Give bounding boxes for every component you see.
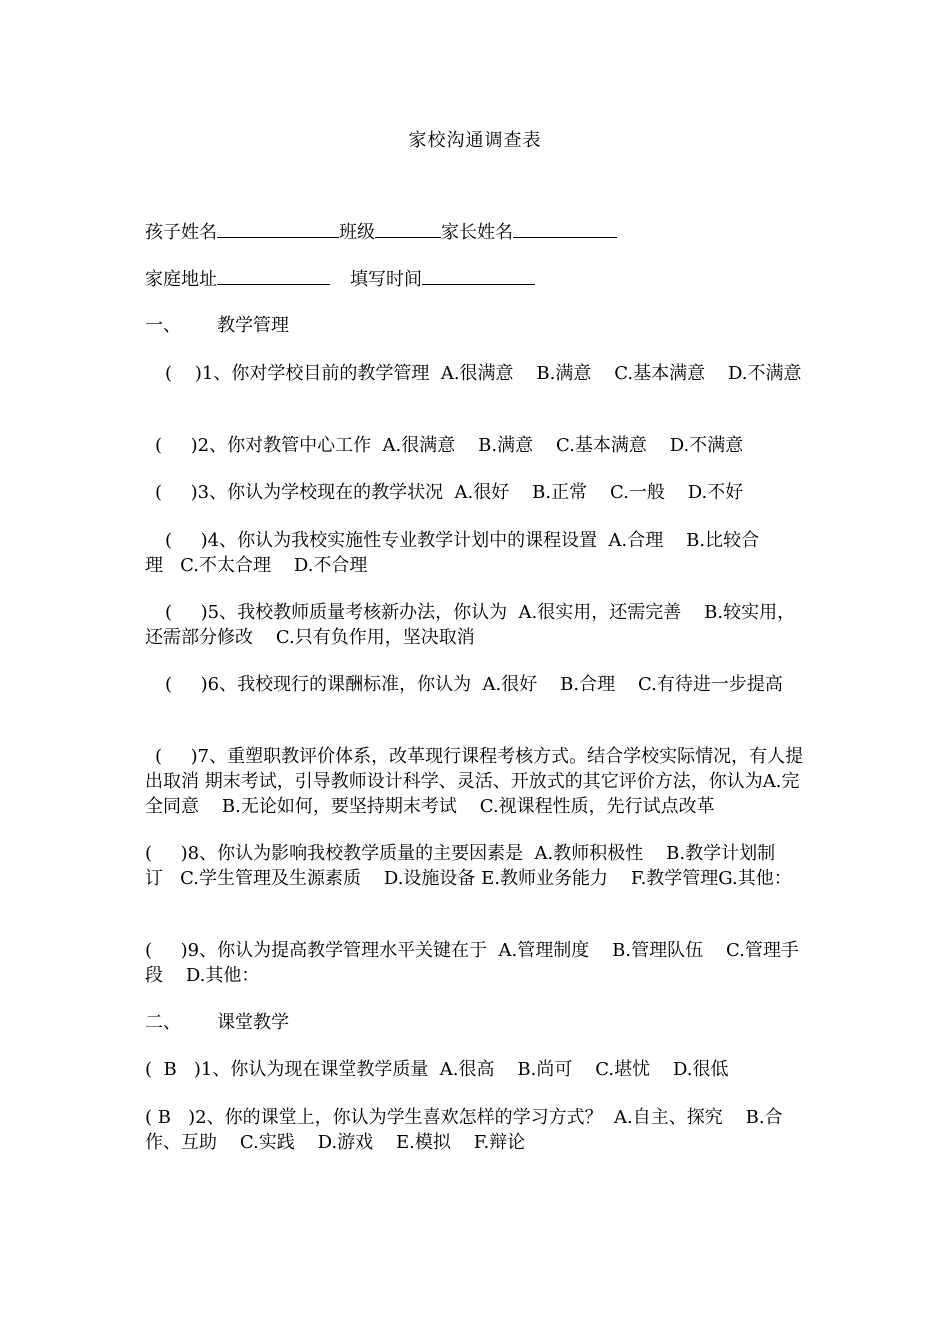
question-4: ( )4、你认为我校实施性专业教学计划中的课程设置 A.合理 B.比较合理 C.不太合理 D.不合理 [145, 530, 760, 576]
page-title: 家校沟通调查表 [408, 130, 542, 151]
section-number: 二、 [145, 1012, 181, 1033]
question-1: ( )1、你对学校目前的教学管理 A.很满意 B.满意 C.基本满意 D.不满意 [165, 363, 802, 384]
question-5: ( )5、我校教师质量考核新办法，你认为 A.很实用，还需完善 B.较实用，还需部分修改 C.只有负作用，坚决取消 [145, 602, 796, 648]
section-title: 课堂教学 [217, 1012, 289, 1033]
question-2: ( )2、你对教管中心工作 A.很满意 B.满意 C.基本满意 D.不满意 [155, 435, 744, 456]
address-label: 家庭地址 [145, 269, 217, 290]
question-3: ( )3、你认为学校现在的教学状况 A.很好 B.正常 C.一般 D.不好 [155, 482, 744, 503]
parent-name-field[interactable] [513, 219, 617, 238]
class-field[interactable] [375, 219, 441, 238]
question-9: ( )9、你认为提高教学管理水平关键在于 A.管理制度 B.管理队伍 C.管理手段 D.其他： [145, 940, 799, 986]
fill-time-field[interactable] [422, 266, 535, 285]
section-heading-1 [145, 313, 810, 338]
question-7: ( )7、重塑职教评价体系，改革现行课程考核方式。结合学校实际情况，有人提出取消 期末考试，引导教师设计科学、灵活、开放式的其它评价方法，你认为A.完全同意 B.无论如何，要坚持期末考试 C.视课程性质，先行试点改革 [145, 746, 804, 817]
classroom-question-1: ( B )1、你认为现在课堂教学质量 A.很高 B.尚可 C.堪忧 D.很低 [145, 1059, 729, 1080]
info-line-2 [145, 266, 810, 292]
question-8: ( )8、你认为影响我校教学质量的主要因素是 A.教师积极性 B.教学计划制订 C.学生管理及生源素质 D.设施设备 E.教师业务能力 F.教学管理G.其他： [145, 843, 792, 889]
child-name-field[interactable] [217, 219, 339, 238]
section-title: 教学管理 [217, 315, 289, 336]
class-label: 班级 [339, 222, 375, 243]
section-number: 一、 [145, 315, 181, 336]
info-line-1 [145, 219, 810, 245]
child-name-label: 孩子姓名 [145, 222, 217, 243]
question-6: ( )6、我校现行的课酬标准，你认为 A.很好 B.合理 C.有待进一步提高 [165, 674, 783, 695]
section-heading-2 [145, 1010, 810, 1035]
parent-name-label: 家长姓名 [441, 222, 513, 243]
fill-time-label: 填写时间 [350, 269, 422, 290]
address-field[interactable] [217, 266, 330, 285]
classroom-question-2: ( B )2、你的课堂上，你认为学生喜欢怎样的学习方式？ A.自主、探究 B.合作、互助 C.实践 D.游戏 E.模拟 F.辩论 [145, 1107, 783, 1153]
